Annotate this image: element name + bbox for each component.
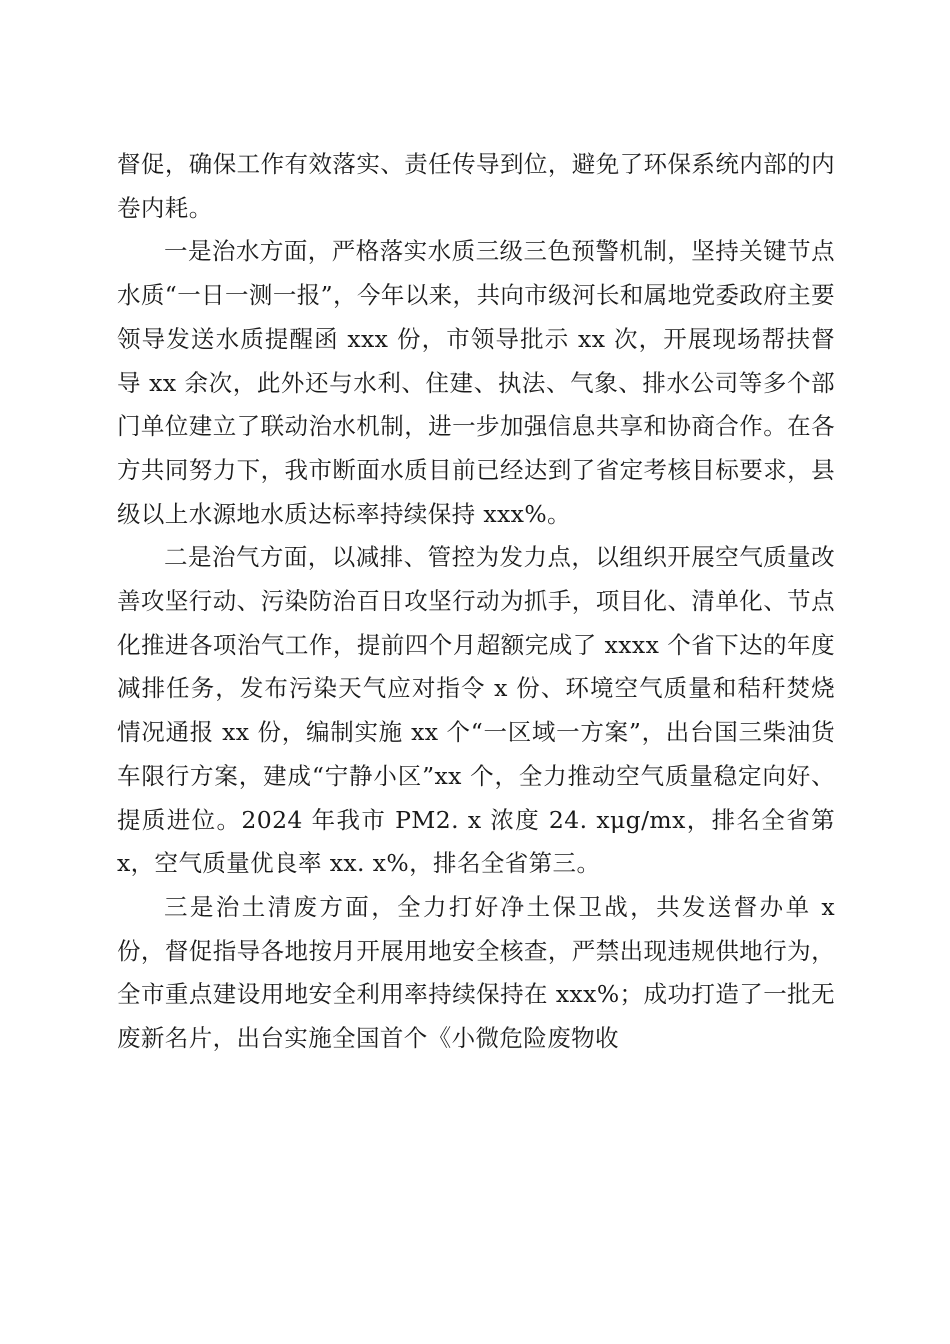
paragraph-air-governance: 二是治气方面，以减排、管控为发力点，以组织开展空气质量改善攻坚行动、污染防治百日攻坚行动为抓手，项目化、清单化、节点化推进各项治气工作，提前四个月超额完成了 xxxx 个省下达的年度减排任务，发布污染天气应对指令 x 份、环境空气质量和秸秆焚烧情况通报 xx 份，编制实施 xx 个“一区域一方案”，出台国三柴油货车限行方案，建成“宁静小区”xx 个，全力推动空气质量稳定向好、提质进位。2024 年我市 PM2. x 浓度 24. xμg/mx，排名全省第 x，空气质量优良率 xx. x%，排名全省第三。 bbox=[117, 543, 835, 878]
paragraph-continuation: 督促，确保工作有效落实、责任传导到位，避免了环保系统内部的内卷内耗。 bbox=[117, 150, 835, 222]
paragraph-soil-waste-governance: 三是治土清废方面，全力打好净土保卫战，共发送督办单 x 份，督促指导各地按月开展用地安全核查，严禁出现违规供地行为，全市重点建设用地安全利用率持续保持在 xxx%；成功打造了一批无废新名片，出台实施全国首个《小微危险废物收 bbox=[117, 892, 835, 1053]
paragraph-water-governance: 一是治水方面，严格落实水质三级三色预警机制，坚持关键节点水质“一日一测一报”，今年以来，共向市级河长和属地党委政府主要领导发送水质提醒函 xxx 份，市领导批示 xx 次，开展现场帮扶督导 xx 余次，此外还与水利、住建、执法、气象、排水公司等多个部门单位建立了联动治水机制，进一步加强信息共享和协商合作。在各方共同努力下，我市断面水质目前已经达到了省定考核目标要求，县级以上水源地水质达标率持续保持 xxx%。 bbox=[117, 237, 835, 528]
document-body bbox=[117, 143, 835, 1061]
